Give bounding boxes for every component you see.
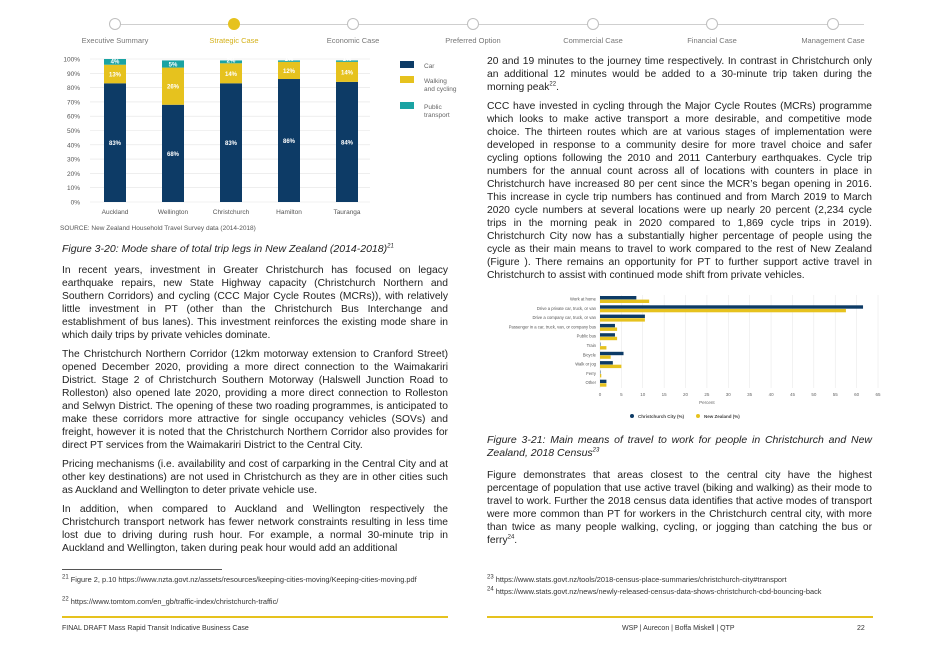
legend-label: transport <box>424 112 450 119</box>
x-tick-label: 25 <box>704 392 710 397</box>
travel-to-work-chart <box>486 290 886 426</box>
y-tick-label: 90% <box>66 70 80 78</box>
bar <box>600 361 613 364</box>
category-label: Walk or jog <box>575 361 596 367</box>
category-label: Ferry <box>586 370 596 376</box>
category-label: Work at home <box>570 296 596 302</box>
legend-label: Car <box>424 63 435 70</box>
chart1-source: SOURCE: New Zealand Household Travel Survey data (2014-2018) <box>60 225 256 232</box>
step-label[interactable]: Commercial Case <box>563 36 623 45</box>
legend-label: Public <box>424 104 442 111</box>
bar <box>600 305 863 308</box>
step-marker[interactable] <box>467 18 479 30</box>
data-label: 12% <box>282 68 296 75</box>
x-tick-label: 65 <box>875 392 881 397</box>
right-column-top <box>487 55 872 288</box>
x-tick-label: 45 <box>789 392 795 397</box>
data-label: 4% <box>110 59 120 66</box>
paragraph: Pricing mechanisms (i.e. availability and cost of carparking in the Central City and at other key destinations) are not used in Christchurch as they are in other cities such as Auckland and Wellington to deter private vehicle use. <box>62 459 448 496</box>
x-tick-label: 30 <box>725 392 731 397</box>
legend-label: Walking <box>424 78 447 85</box>
bar <box>600 337 617 340</box>
y-tick-label: 40% <box>66 142 80 150</box>
data-label: 26% <box>166 84 180 91</box>
x-tick-label: Tauranga <box>333 209 361 216</box>
page-number: 22 <box>857 625 865 632</box>
bar <box>600 352 624 355</box>
x-tick-label: Hamilton <box>276 209 302 216</box>
data-label: 68% <box>166 151 180 158</box>
bar <box>600 300 649 303</box>
data-label: 86% <box>282 139 296 146</box>
bar <box>600 328 617 331</box>
step-marker[interactable] <box>228 18 240 30</box>
data-label: 5% <box>168 62 178 69</box>
category-label: Other <box>585 380 596 386</box>
step-marker[interactable] <box>109 18 121 30</box>
step-label[interactable]: Management Case <box>801 36 865 45</box>
paragraph: In addition, when compared to Auckland and Wellington respectively the Christchurch transport network has fewer network constraints resulting in less time lost due to driving during rush hour. For example, a normal 30-minute trip in Auckland and Wellington, taken during peak hour would add an additional <box>62 504 448 554</box>
mode-share-chart <box>60 52 470 237</box>
footnote-22: $^{22}$ https://www.tomtom.com/en_gb/traffic-index/christchurch-traffic/ <box>62 596 279 606</box>
footnote-24: $^{24}$ https://www.stats.govt.nz/news/newly-released-census-data-shows-christchurch-cbd-bouncing-back <box>487 586 822 596</box>
figure-caption-3-20: Figure 3-20: Mode share of total trip legs in New Zealand (2014-2018)$^{21}$ <box>62 243 394 255</box>
x-tick-label: Christchurch <box>212 209 250 216</box>
data-label: 14% <box>340 70 354 77</box>
legend-swatch <box>400 61 414 68</box>
progress-nav <box>0 0 934 50</box>
data-label: 14% <box>224 71 238 78</box>
footnote-21: $^{21}$ Figure 2, p.10 https://www.nzta.govt.nz/assets/resources/keeping-cities-moving/Keeping-cities-moving.pdf <box>62 574 417 584</box>
y-tick-label: 60% <box>66 113 80 121</box>
step-marker[interactable] <box>706 18 718 30</box>
step-marker[interactable] <box>827 18 839 30</box>
legend-swatch <box>400 102 414 109</box>
footnote-23: $^{23}$ https://www.stats.govt.nz/tools/2018-census-place-summaries/christchurch-city#transport <box>487 574 787 584</box>
x-tick-label: 50 <box>811 392 817 397</box>
legend-swatch <box>630 414 634 418</box>
bar <box>600 374 601 377</box>
left-column <box>62 243 448 561</box>
category-label: Passenger in a car, truck, van, or company bus <box>508 324 596 330</box>
x-tick-label: 10 <box>640 392 646 397</box>
legend-label: New Zealand (%) <box>704 413 740 419</box>
footer-title: FINAL DRAFT Mass Rapid Transit Indicative Business Case <box>62 625 249 632</box>
data-label: 84% <box>340 140 354 147</box>
bar <box>600 365 621 368</box>
step-label[interactable]: Executive Summary <box>81 36 149 45</box>
paragraph: In recent years, investment in Greater Christchurch has focused on legacy earthquake repairs, new State Highway capacity (Christchurch Northern and Southern Corridors) and cycling (CCC Major Cycle Routes (MCRs)), with relatively little investment in PT (other than the Christchurch Bus Interchange and establishment of bus lanes). This investment reinforces the existing mode share in which daily trips by private vehicles dominate. <box>62 265 448 341</box>
bar <box>600 296 636 299</box>
y-tick-label: 70% <box>66 99 80 107</box>
x-tick-label: 40 <box>768 392 774 397</box>
bar <box>600 309 846 312</box>
footer-authors: WSP | Aurecon | Boffa Miskell | QTP <box>622 625 735 632</box>
figure-caption-3-21: Figure 3-21: Main means of travel to work for people in Christchurch and New Zealand, 2018 Census$^{23}$ <box>487 434 872 459</box>
data-label: 83% <box>108 141 122 148</box>
y-tick-label: 0% <box>70 199 80 207</box>
paragraph: The Christchurch Northern Corridor (12km motorway extension to Cranford Street) opened December 2020, providing a more direct connection to the Waimakariri District. Stage 2 of Christchurch Southern Motorway (Halswell Junction Road to Rolleston) also opened late 2020, providing a more direct connection to Rolleston and Selwyn District. The opening of these two roading programmes, is anticipated to make these corridors more attractive for single occupancy vehicles (SOVs) and freight, however it is noted that the Christchurch Northern Corridor also provides for direct PT services from the Waimakariri District to the Central City. <box>62 349 448 451</box>
legend-swatch <box>696 414 700 418</box>
y-tick-label: 20% <box>66 170 80 178</box>
category-label: Drive a private car, truck, or van <box>536 305 596 311</box>
bar <box>600 380 606 383</box>
bar <box>600 315 645 318</box>
right-column-bottom <box>487 434 872 553</box>
y-tick-label: 80% <box>66 85 80 93</box>
y-tick-label: 50% <box>66 128 80 135</box>
step-label[interactable]: Economic Case <box>326 36 380 45</box>
x-axis-label: Percent <box>699 400 715 405</box>
data-label: 1% <box>342 56 352 63</box>
legend-label: Christchurch City (%) <box>638 413 685 419</box>
footer-rule-left <box>62 616 448 618</box>
step-marker[interactable] <box>587 18 599 30</box>
y-tick-label: 10% <box>66 185 80 193</box>
footer-rule-right <box>487 616 873 618</box>
category-label: Drive a company car, truck, or van <box>532 315 596 321</box>
footnote-rule-left <box>62 569 222 570</box>
data-label: 1% <box>284 56 294 63</box>
step-label[interactable]: Financial Case <box>687 36 737 45</box>
x-tick-label: 0 <box>598 392 602 397</box>
step-marker[interactable] <box>347 18 359 30</box>
bar <box>600 383 606 386</box>
data-label: 2% <box>226 58 236 65</box>
category-label: Bicycle <box>582 352 596 358</box>
paragraph: Figure demonstrates that areas closest to the central city have the highest percentage of population that use active travel (biking and walking) as their mode to travel to work. Further the 2018 census data identifies that active modes of transport were more common than PT for workers in the Christchurch central city, with more than twice as many people walking, cycling, or jogging than catching the bus or ferry$^{24}$. <box>487 470 872 546</box>
y-tick-label: 100% <box>63 56 80 64</box>
x-tick-label: 60 <box>854 392 860 397</box>
bar <box>600 346 606 349</box>
data-label: 13% <box>108 72 122 79</box>
x-tick-label: 15 <box>661 392 667 397</box>
data-label: 83% <box>224 141 238 148</box>
paragraph: 20 and 19 minutes to the journey time respectively. In contrast in Christchurch only an additional 12 minutes would be added to a 30-minute trip taken during the morning peak$^{22}$. <box>487 56 872 93</box>
x-tick-label: 35 <box>747 392 753 397</box>
bar <box>600 318 645 321</box>
x-tick-label: Auckland <box>101 209 129 216</box>
bar <box>600 333 615 336</box>
x-tick-label: 55 <box>832 392 838 397</box>
category-label: Public bus <box>576 333 596 339</box>
step-label[interactable]: Preferred Option <box>445 36 501 45</box>
x-tick-label: Wellington <box>157 209 189 216</box>
bar <box>600 324 615 327</box>
legend-swatch <box>400 76 414 83</box>
legend-label: and cycling <box>424 86 457 93</box>
paragraph: CCC have invested in cycling through the Major Cycle Routes (MCRs) programme which looks to make active transport a more desirable, and competitive mode choice. The thirteen routes which are at various stages of implementation were developed in response to a community desire for more travel choice and safer cycling options following the 2010 and 2011 Canterbury earthquakes. Cycle trip numbers for the annual count across all of locations with counters in place in Christchurch have increased 80 per cent since the MCR’s began opening in 2016. This increase in cycle trip numbers has continued and from March 2019 to March 2020 cycle numbers at several locations were up nearly 20 percent (2,234 cycle trips in the morning peak in 2020 compared to 1,869 cycle trips in 2019). Christchurch City now has a substantially higher percentage of people using the cycle as their main means to travel to work compared to the rest of New Zealand (Figure ). There remains an opportunity for PT to further support active travel in Christchurch to assist with continued mode shift from private vehicles. <box>487 101 872 281</box>
category-label: Train <box>586 343 596 348</box>
bar <box>600 355 611 358</box>
x-tick-label: 5 <box>620 392 623 397</box>
x-tick-label: 20 <box>683 392 689 397</box>
step-label[interactable]: Strategic Case <box>209 36 259 45</box>
y-tick-label: 30% <box>66 156 80 164</box>
